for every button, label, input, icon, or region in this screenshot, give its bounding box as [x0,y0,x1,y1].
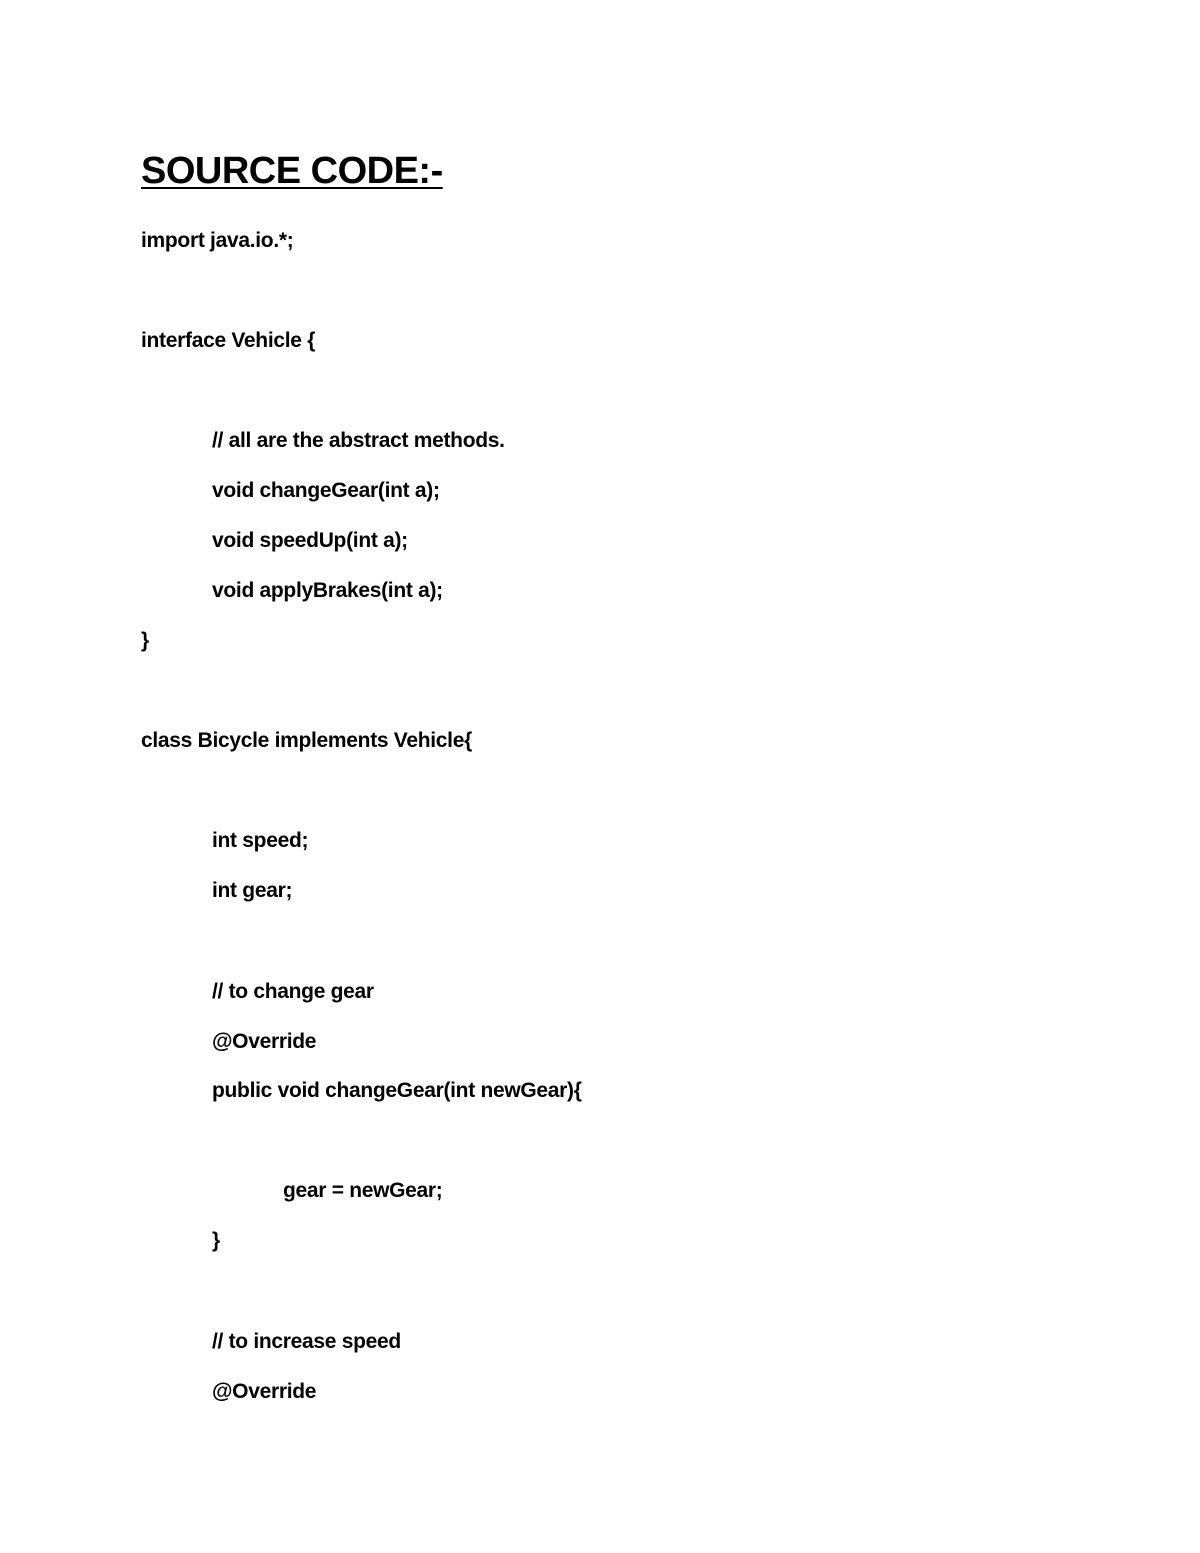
code-line-comment-abstract: // all are the abstract methods. [212,429,505,452]
code-line-override-1: @Override [212,1030,317,1053]
code-line-comment-increase-speed: // to increase speed [212,1330,401,1353]
code-line-speed-field: int speed; [212,829,309,852]
code-line-gear-assign: gear = newGear; [283,1179,443,1202]
code-line-override-2: @Override [212,1380,317,1403]
code-line-interface-decl: interface Vehicle { [141,329,316,352]
page-title: SOURCE CODE:- [141,150,443,192]
code-line-class-decl: class Bicycle implements Vehicle{ [141,729,472,752]
code-line-import: import java.io.*; [141,229,294,252]
code-line-speedup-decl: void speedUp(int a); [212,529,408,552]
code-line-comment-change-gear: // to change gear [212,980,374,1003]
code-line-applybrakes-decl: void applyBrakes(int a); [212,579,443,602]
code-line-changegear-impl: public void changeGear(int newGear){ [212,1079,582,1102]
code-line-changegear-decl: void changeGear(int a); [212,479,440,502]
code-line-interface-close: } [141,629,149,652]
code-line-method-close: } [212,1229,220,1252]
code-line-gear-field: int gear; [212,879,293,902]
